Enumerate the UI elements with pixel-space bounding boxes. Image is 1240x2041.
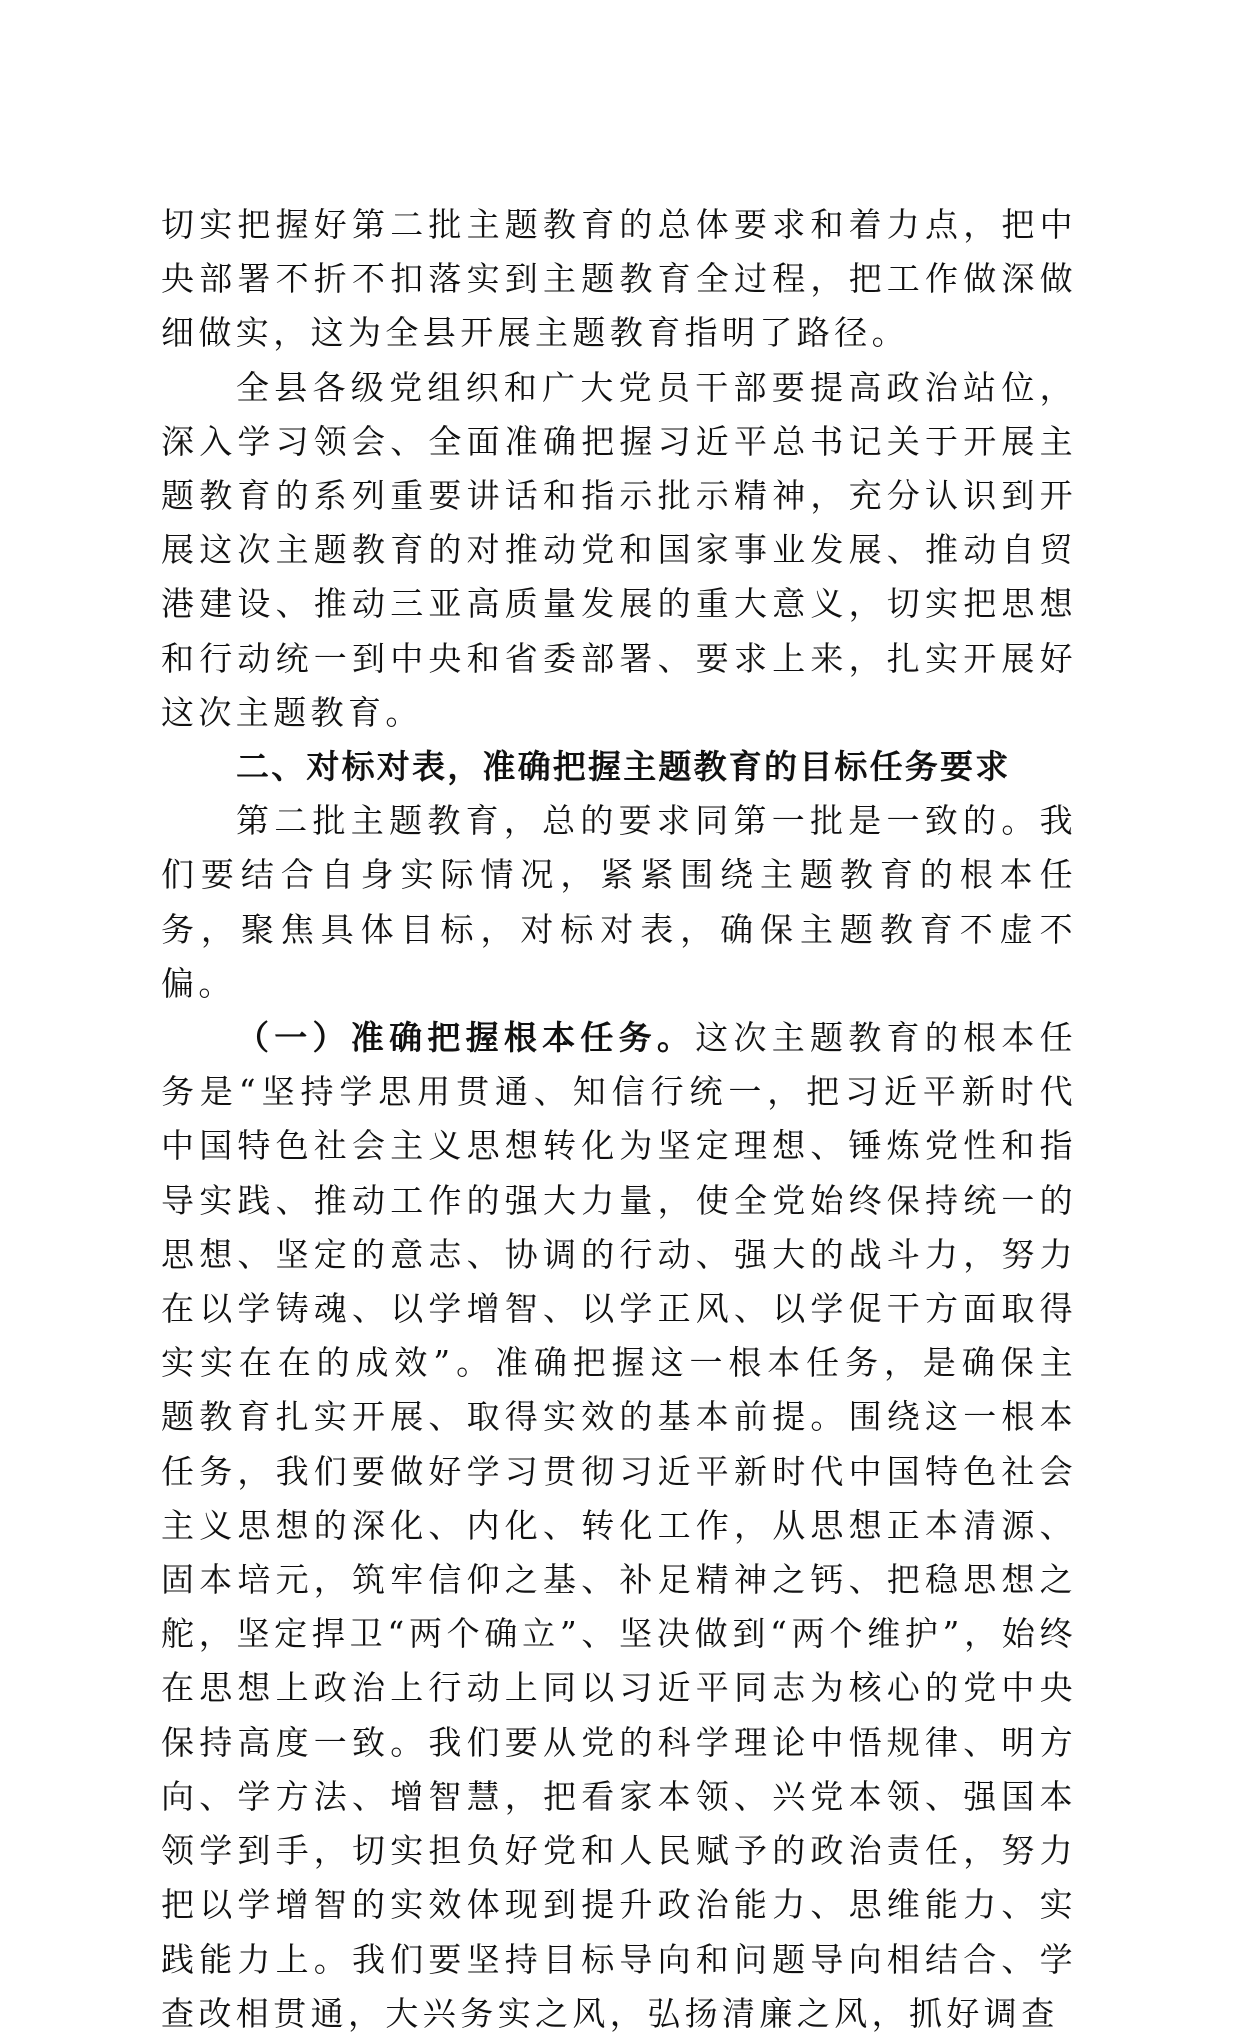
paragraph-continuation: 切实把握好第二批主题教育的总体要求和着力点，把中央部署不折不扣落实到主题教育全过程，把工作做深做细做实，这为全县开展主题教育指明了路径。: [161, 205, 1077, 353]
paragraph-second-batch: 第二批主题教育，总的要求同第一批是一致的。我们要结合自身实际情况，紧紧围绕主题教育的根本任务，聚焦具体目标，对标对表，确保主题教育不虚不偏。: [161, 801, 1077, 1003]
paragraph-fundamental-task: [161, 1011, 1077, 2041]
document-body: [161, 198, 1077, 2041]
subsection-title-1: （一）准确把握根本任务。: [236, 1018, 696, 1058]
paragraph-party-organizations: 全县各级党组织和广大党员干部要提高政治站位，深入学习领会、全面准确把握习近平总书记关于开展主题教育的系列重要讲话和指示批示精神，充分认识到开展这次主题教育的对推动党和国家事业发展、推动自贸港建设、推动三亚高质量发展的重大意义，切实把思想和行动统一到中央和省委部署、要求上来，扎实开展好这次主题教育。: [161, 367, 1077, 732]
subsection-body-1: 这次主题教育的根本任务是“坚持学思用贯通、知信行统一，把习近平新时代中国特色社会主义思想转化为坚定理想、锤炼党性和指导实践、推动工作的强大力量，使全党始终保持统一的思想、坚定的意志、协调的行动、强大的战斗力，努力在以学铸魂、以学增智、以学正风、以学促干方面取得实实在在的成效”。准确把握这一根本任务，是确保主题教育扎实开展、取得实效的基本前提。围绕这一根本任务，我们要做好学习贯彻习近平新时代中国特色社会主义思想的深化、内化、转化工作，从思想正本清源、固本培元，筑牢信仰之基、补足精神之钙、把稳思想之舵，坚定捍卫“两个确立”、坚决做到“两个维护”，始终在思想上政治上行动上同以习近平同志为核心的党中央保持高度一致。我们要从党的科学理论中悟规律、明方向、学方法、增智慧，把看家本领、兴党本领、强国本领学到手，切实担负好党和人民赋予的政治责任，努力把以学增智的实效体现到提升政治能力、思维能力、实践能力上。我们要坚持目标导向和问题导向相结合、学查改相贯通，大兴务实之风，弘扬清廉之风，抓好调查: [161, 1018, 1077, 2033]
section-heading-2: 二、对标对表，准确把握主题教育的目标任务要求: [236, 747, 1011, 787]
